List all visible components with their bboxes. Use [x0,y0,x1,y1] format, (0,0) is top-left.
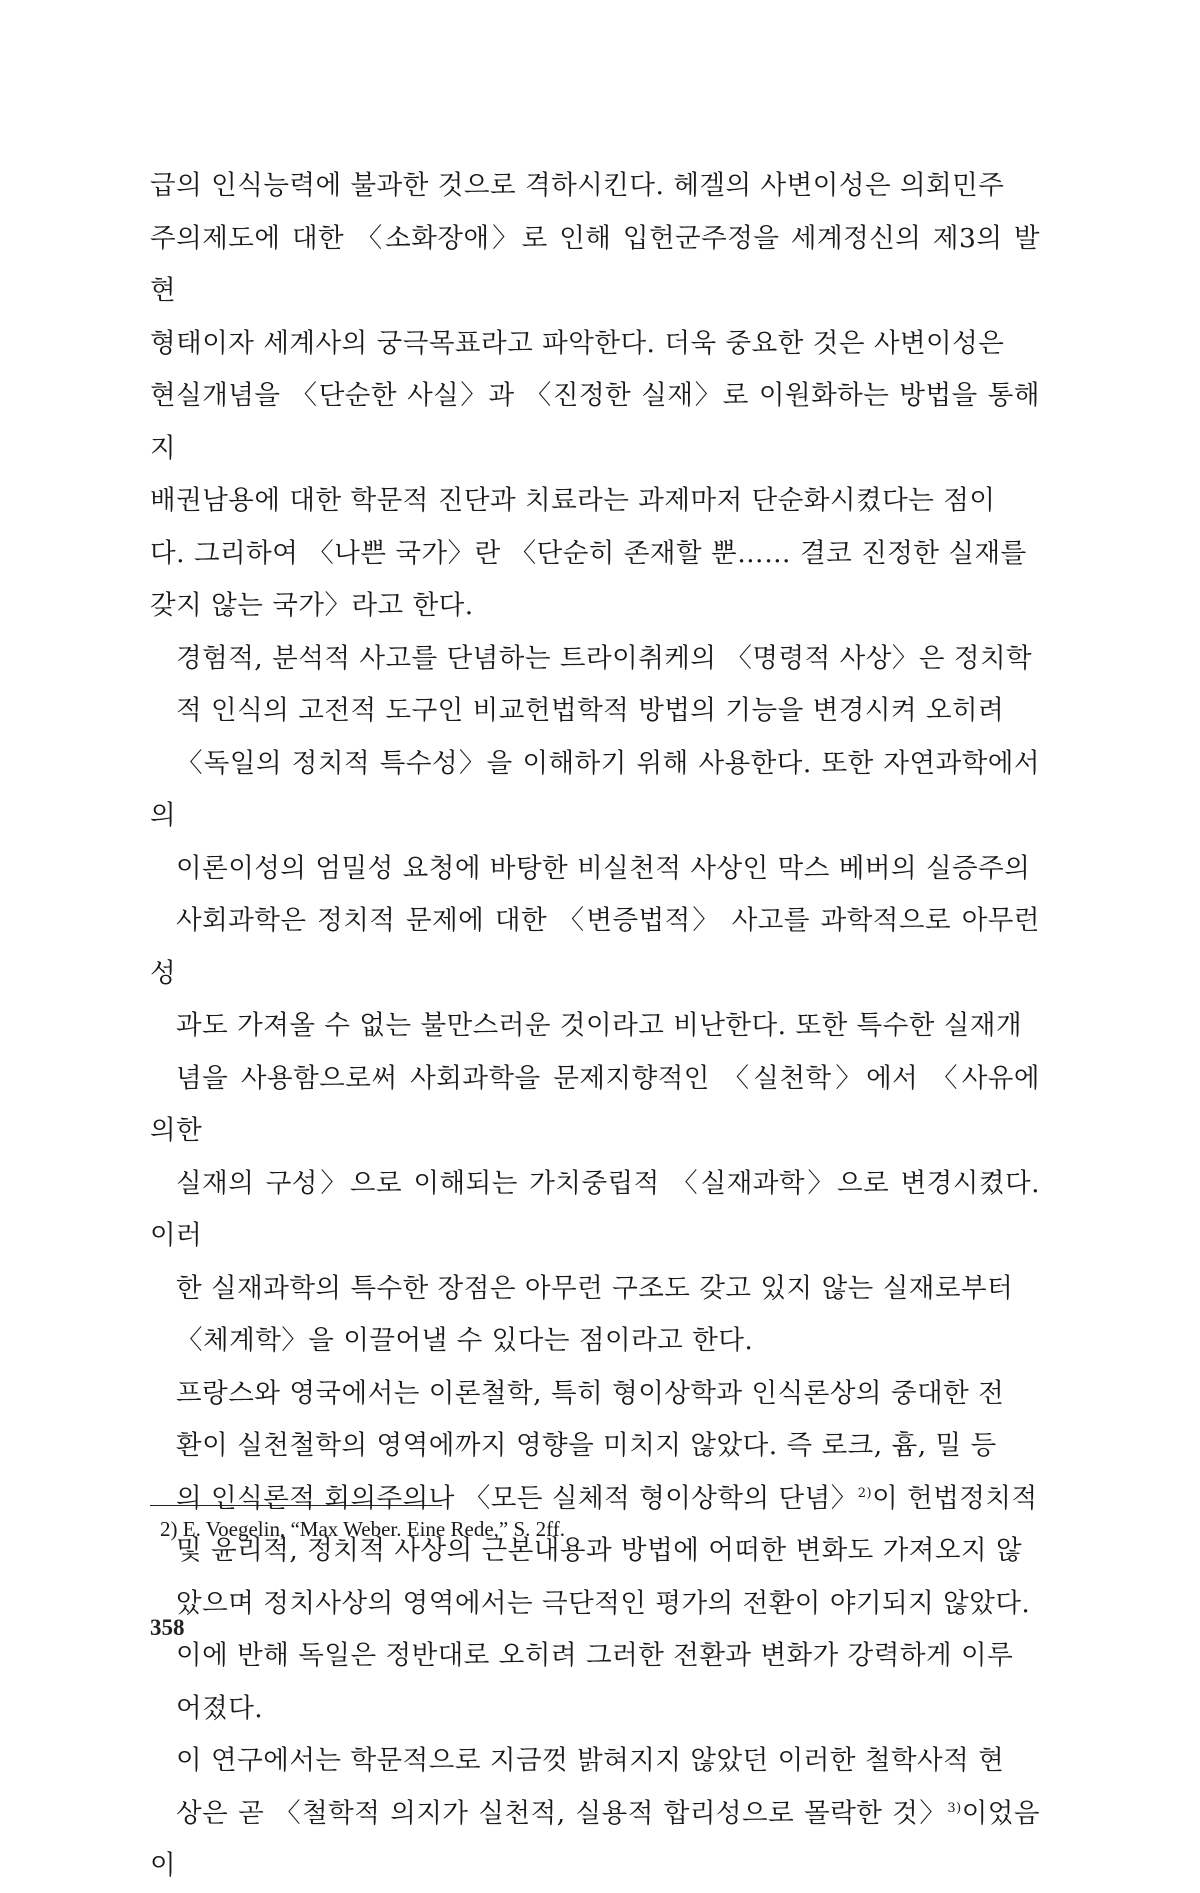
body-text [150,160,1040,1893]
text-line: 이에 반해 독일은 정반대로 오히려 그러한 전환과 변화가 강력하게 이루 [176,1640,1014,1671]
text-line: 배권남용에 대한 학문적 진단과 치료라는 과제마저 단순화시켰다는 점이 [150,485,996,516]
text-line-end: 이 헌법정치적 [872,1482,1038,1514]
text-line: 다. 그리하여 〈나쁜 국가〉란 〈단순히 존재할 뿐…… 결코 진정한 실재를 [150,537,1027,569]
text-line: 한 실재과학의 특수한 장점은 아무런 구조도 갖고 있지 않는 실재로부터 [176,1272,1014,1304]
text-line: 실재의 구성〉으로 이해되는 가치중립적 〈실재과학〉으로 변경시켰다. 이러 [150,1167,1040,1251]
text-line: 과도 가져올 수 없는 불만스러운 것이라고 비난한다. 또한 특수한 실재개 [176,1010,1023,1041]
text-line-start: 의 인식론적 회의주의나 〈모든 실체적 형이상학의 단념〉 [176,1482,858,1514]
paragraph-1 [150,160,1040,633]
paragraph-2 [150,633,1040,1368]
page-number: 358 [150,1615,185,1640]
text-line: 프랑스와 영국에서는 이론철학, 특히 형이상학과 인식론상의 중대한 전 [176,1377,1005,1409]
text-line: 경험적, 분석적 사고를 단념하는 트라이취케의 〈명령적 사상〉은 정치학 [176,642,1033,674]
text-line: 이론이성의 엄밀성 요청에 바탕한 비실천적 사상인 막스 베버의 실증주의 [176,852,1031,884]
footnote-2: 2) E. Voegelin, “Max Weber. Eine Rede,” S. 2ff. [160,1517,565,1541]
text-line: 어졌다. [176,1692,264,1724]
text-line: 사회과학은 정치적 문제에 대한 〈변증법적〉 사고를 과학적으로 아무런 성 [150,905,1040,989]
text-line: 현실개념을 〈단순한 사실〉과 〈진정한 실재〉로 이원화하는 방법을 통해 지 [150,380,1040,464]
text-line-end: 이었음이 [150,1797,1040,1881]
text-line-start: 상은 곧 〈철학적 의지가 실천적, 실용적 합리성으로 몰락한 것〉 [176,1797,948,1829]
paragraph-4 [150,1735,1040,1893]
footnote-ref-2[interactable]: 2) [857,1485,873,1501]
text-line: 〈체계학〉을 이끌어낼 수 있다는 점이라고 한다. [176,1325,754,1356]
text-line: 급의 인식능력에 불과한 것으로 격하시킨다. 헤겔의 사변이성은 의회민주 [150,170,1005,201]
text-line: 적 인식의 고전적 도구인 비교헌법학적 방법의 기능을 변경시켜 오히려 [176,695,1005,726]
paragraph-3 [150,1368,1040,1736]
text-line: 념을 사용함으로써 사회과학을 문제지향적인 〈실천학〉에서 〈사유에 의한 [150,1062,1040,1146]
text-line: 주의제도에 대한 〈소화장애〉로 인해 입헌군주정을 세계정신의 제3의 발현 [150,222,1040,306]
text-line: 았으며 정치사상의 영역에서는 극단적인 평가의 전환이 야기되지 않았다. [176,1587,1031,1619]
text-line: 형태이자 세계사의 궁극목표라고 파악한다. 더욱 중요한 것은 사변이성은 [150,327,1005,359]
text-line: 및 윤리적, 정치적 사상의 근본내용과 방법에 어떠한 변화도 가져오지 않 [176,1535,1023,1566]
text-line: 갖지 않는 국가〉라고 한다. [150,590,474,621]
footnote-ref-3[interactable]: 3) [947,1800,962,1816]
text-line: 〈독일의 정치적 특수성〉을 이해하기 위해 사용한다. 또한 자연과학에서의 [150,747,1040,831]
text-line: 환이 실천철학의 영역에까지 영향을 미치지 않았다. 즉 로크, 흄, 밀 등 [176,1430,997,1461]
text-line: 이 연구에서는 학문적으로 지금껏 밝혀지지 않았던 이러한 철학사적 현 [176,1745,1005,1776]
footnote-divider [150,1505,442,1506]
text-line [150,1788,1040,1893]
